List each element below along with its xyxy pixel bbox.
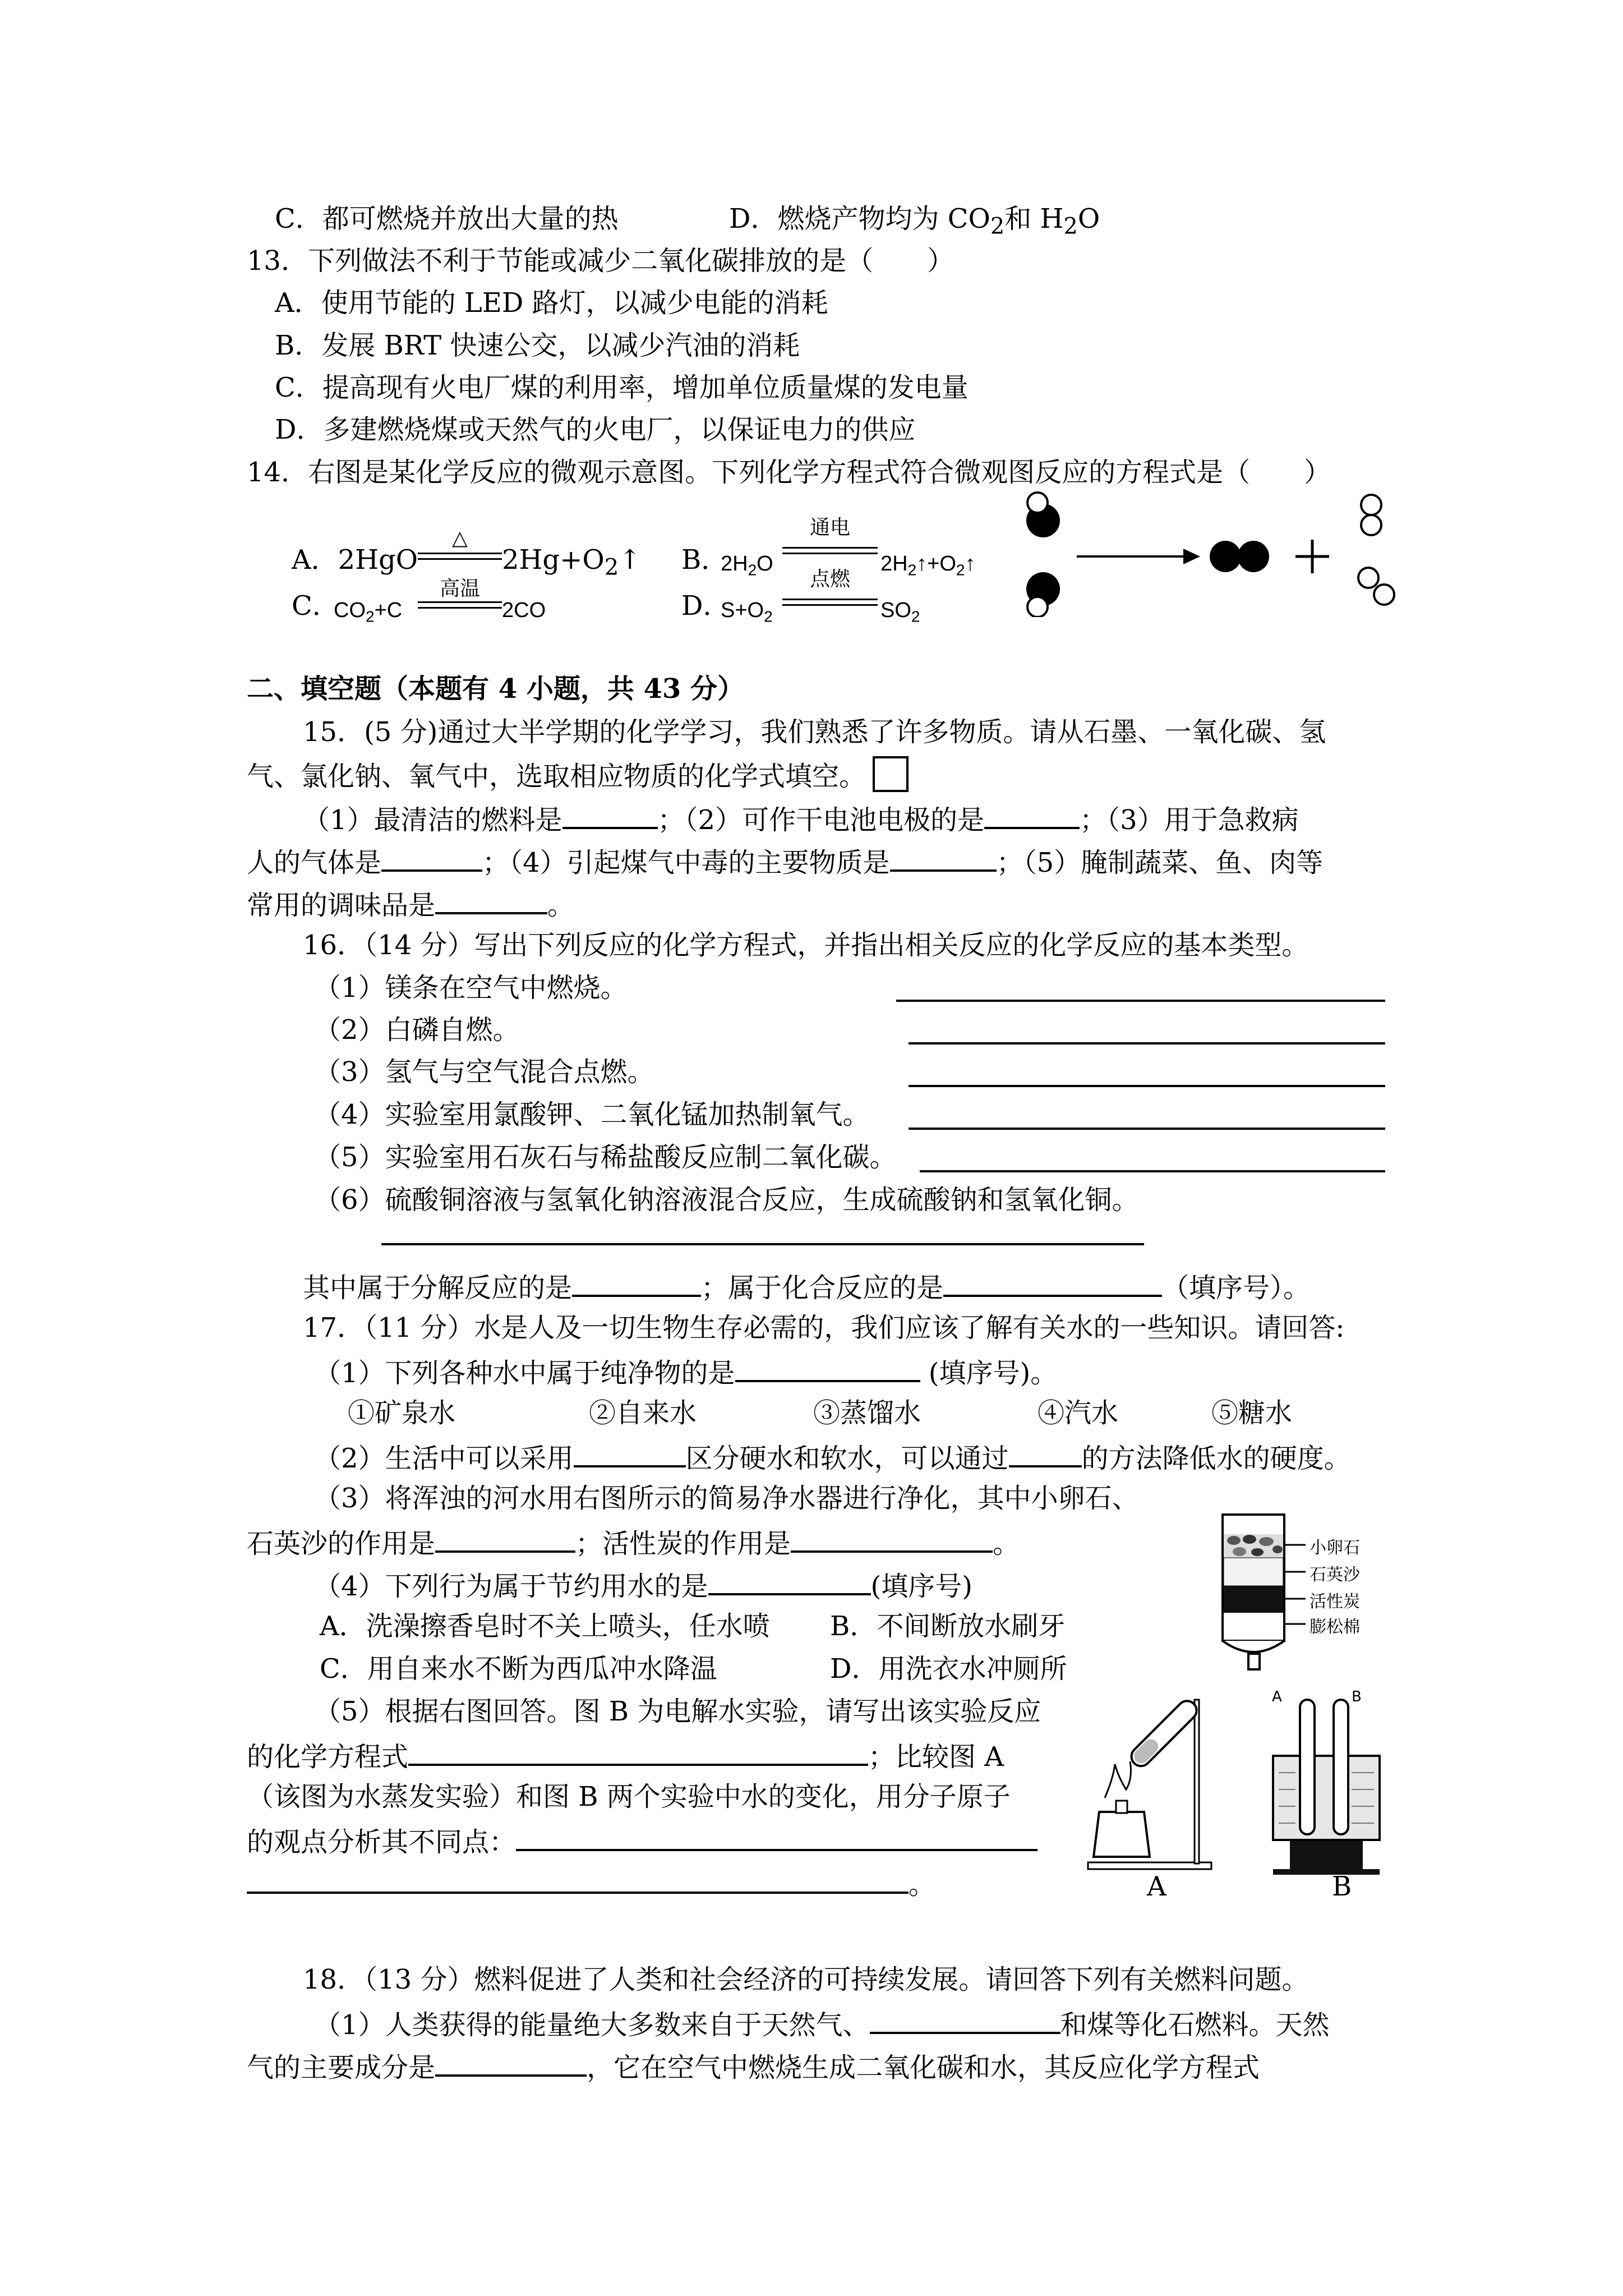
q16-summary: 其中属于分解反应的是 ；属于化合反应的是 （填序号）。 bbox=[303, 1267, 1310, 1306]
evaporation-diagram bbox=[1082, 1694, 1251, 1885]
power-base bbox=[1290, 1841, 1363, 1869]
reaction-arrow-head bbox=[1183, 549, 1200, 564]
q16-answer-line-1[interactable] bbox=[896, 1000, 1385, 1002]
q15-para-line1: （1）最清洁的燃料是 ；（2）可作干电池电极的是 ；（3）用于急救病 bbox=[303, 799, 1299, 839]
q14-b-condition: 通电 bbox=[809, 516, 850, 539]
q15-score-box bbox=[873, 756, 909, 792]
section2-title: 二、填空题（本题有 4 小题，共 43 分） bbox=[247, 673, 745, 705]
q17-part3-line1: （3）将浑浊的河水用右图所示的简易净水器进行净化，其中小卵石、 bbox=[314, 1483, 1139, 1514]
q16-item-6: （6）硫酸铜溶液与氢氧化钠溶液混合反应，生成硫酸钠和氢氧化铜。 bbox=[314, 1184, 1139, 1216]
electrolysis-tank bbox=[1273, 1756, 1380, 1840]
q17-part5-line1: （5）根据右图回答。图 B 为电解水实验，请写出该实验反应 bbox=[314, 1696, 1041, 1727]
q17-part5-line5: 。 bbox=[247, 1864, 935, 1903]
q17-part3-line2: 石英沙的作用是 ；活性炭的作用是 。 bbox=[247, 1522, 1020, 1562]
q16-item-2: （2）白磷自燃。 bbox=[314, 1014, 520, 1046]
q17-part4: （4）下列行为属于节约用水的是 (填序号) bbox=[314, 1565, 972, 1605]
sand-layer bbox=[1224, 1558, 1283, 1586]
q14-option-b: B． bbox=[681, 544, 728, 576]
q18-part1-line1: （1）人类获得的能量绝大多数来自于天然气、 和煤等化石燃料。天然 bbox=[314, 2004, 1330, 2044]
q17-part4-option-b: B．不间断放水刷牙 bbox=[830, 1611, 1066, 1642]
q12-option-d: D．燃烧产物均为 $CO_2$和 $H_2O$ bbox=[729, 203, 1100, 240]
q16-answer-line-6[interactable] bbox=[381, 1243, 1144, 1245]
q14-molecule-diagram bbox=[998, 488, 1413, 617]
cotton-layer bbox=[1224, 1613, 1283, 1640]
tube-b bbox=[1334, 1700, 1348, 1834]
q16-item-3: （3）氢气与空气混合点燃。 bbox=[314, 1056, 654, 1088]
q17-part5-line4: 的观点分析其不同点： bbox=[247, 1821, 1038, 1861]
q17-part4-option-c: C．用自来水不断为西瓜冲水降温 bbox=[320, 1653, 717, 1685]
q14-c-reactants: $CO_2+C$ bbox=[334, 599, 403, 625]
electrode-label-a: A bbox=[1272, 1688, 1282, 1705]
q13-stem: 13．下列做法不利于节能或减少二氧化碳排放的是（ ） bbox=[247, 245, 955, 277]
q15-para-line2: 人的气体是 ；（4）引起煤气中毒的主要物质是 ；（5）腌制蔬菜、鱼、肉等 bbox=[247, 841, 1323, 881]
q12-option-c: C．都可燃烧并放出大量的热 bbox=[275, 203, 619, 234]
q14-a-product: $2Hg+O_2↑$ bbox=[502, 544, 642, 581]
q14-c-condition: 高温 bbox=[439, 577, 480, 600]
filter-label-cotton: 膨松棉 bbox=[1310, 1617, 1360, 1637]
electrolysis-diagram bbox=[1267, 1694, 1391, 1885]
q14-a-equal-line-bottom bbox=[418, 558, 502, 560]
electrode-label-b: B bbox=[1352, 1688, 1362, 1705]
q17-stem: 17．（11 分）水是人及一切生物生存必需的，我们应该了解有关水的一些知识。请回答: bbox=[303, 1312, 1345, 1343]
product-molecule-white-2 bbox=[1358, 568, 1394, 605]
plus-sign bbox=[1295, 540, 1329, 573]
stand-rod bbox=[1195, 1700, 1199, 1864]
q14-b-equal-line-bottom bbox=[782, 553, 878, 554]
q17-option-4: ④汽水 bbox=[1038, 1397, 1119, 1429]
q16-item-1: （1）镁条在空气中燃烧。 bbox=[314, 972, 628, 1004]
q13-option-d: D．多建燃烧煤或天然气的火电厂，以保证电力的供应 bbox=[275, 414, 916, 445]
q14-d-reactants: $S+O_2$ bbox=[721, 599, 773, 625]
product-molecule-black bbox=[1210, 541, 1269, 572]
q14-stem: 14．右图是某化学反应的微观示意图。下列化学方程式符合微观图反应的方程式是（ ） bbox=[247, 457, 1331, 488]
q18-stem: 18．（13 分）燃料促进了人类和社会经济的可持续发展。请回答下列有关燃料问题。 bbox=[303, 1964, 1309, 1995]
q14-option-c: C． bbox=[292, 590, 339, 622]
q14-b-products: $2H_2↑+O_2↑$ bbox=[880, 552, 976, 579]
q14-option-d: D． bbox=[681, 590, 730, 622]
tube-a bbox=[1300, 1700, 1315, 1834]
lamp-wick bbox=[1116, 1801, 1127, 1813]
q17-part4-option-a: A．洗澡擦香皂时不关上喷头，任水喷 bbox=[320, 1611, 770, 1642]
q16-answer-line-5[interactable] bbox=[920, 1170, 1385, 1172]
figure-b-label: B bbox=[1332, 1871, 1352, 1902]
q13-option-a: A．使用节能的 LED 路灯，以减少电能的消耗 bbox=[275, 287, 828, 319]
test-tube bbox=[1128, 1697, 1201, 1770]
carbon-layer bbox=[1224, 1586, 1283, 1613]
power-stand bbox=[1273, 1869, 1380, 1875]
q14-option-a: A．2HgO bbox=[292, 544, 418, 576]
filter-label-pebble: 小卵石 bbox=[1310, 1538, 1360, 1558]
q17-part5-line3: （该图为水蒸发实验）和图 B 两个实验中水的变化，用分子原子 bbox=[247, 1781, 1011, 1812]
q17-part1: （1）下列各种水中属于纯净物的是 (填序号)。 bbox=[314, 1352, 1057, 1392]
q17-option-3: ③蒸馏水 bbox=[813, 1397, 921, 1429]
q17-option-2: ②自来水 bbox=[589, 1397, 697, 1429]
q14-c-product: 2CO bbox=[502, 599, 546, 622]
q16-answer-line-4[interactable] bbox=[909, 1128, 1385, 1130]
q14-a-equal-line-top bbox=[418, 553, 502, 554]
q14-c-equal-line-bottom bbox=[418, 607, 502, 609]
q14-d-product: $SO_2$ bbox=[880, 599, 920, 625]
q14-b-reactant: $2H_2O$ bbox=[721, 552, 773, 579]
reactant-molecule-1 bbox=[1026, 493, 1060, 537]
product-molecule-white-1 bbox=[1361, 495, 1381, 535]
reactant-molecule-2 bbox=[1026, 572, 1060, 617]
q13-option-b: B．发展 BRT 快速公交，以减少汽油的消耗 bbox=[275, 330, 800, 361]
pebble-layer bbox=[1224, 1534, 1283, 1558]
q15-para-line3: 常用的调味品是 。 bbox=[247, 884, 574, 924]
q16-answer-line-2[interactable] bbox=[909, 1042, 1385, 1045]
q15-line1: 15．(5 分)通过大半学期的化学学习，我们熟悉了许多物质。请从石墨、一氧化碳、氢 bbox=[303, 716, 1326, 748]
q16-item-5: （5）实验室用石灰石与稀盐酸反应制二氧化碳。 bbox=[314, 1142, 897, 1173]
filter-label-sand: 石英沙 bbox=[1310, 1565, 1360, 1585]
filter-bottom bbox=[1223, 1641, 1284, 1652]
q14-b-equal-line-top bbox=[782, 547, 878, 549]
q16-stem: 16．（14 分）写出下列反应的化学方程式，并指出相关反应的化学反应的基本类型。 bbox=[303, 930, 1309, 961]
q13-option-c: C．提高现有火电厂煤的利用率，增加单位质量煤的发电量 bbox=[275, 372, 969, 403]
q17-part5-line2: 的化学方程式 ；比较图 A bbox=[247, 1736, 1004, 1775]
q14-d-condition: 点燃 bbox=[809, 567, 850, 590]
q17-part2: （2）生活中可以采用 区分硬水和软水，可以通过 的方法降低水的硬度。 bbox=[314, 1437, 1351, 1477]
q17-part4-option-d: D．用洗衣水冲厕所 bbox=[830, 1653, 1067, 1685]
q15-line2: 气、氯化钠、氧气中，选取相应物质的化学式填空。 bbox=[247, 756, 909, 795]
q14-d-equal-line-top bbox=[782, 599, 878, 600]
q17-option-1: ①矿泉水 bbox=[348, 1397, 456, 1429]
q14-a-condition: △ bbox=[452, 527, 468, 550]
q16-answer-line-3[interactable] bbox=[909, 1085, 1385, 1087]
figure-a-label: A bbox=[1147, 1871, 1166, 1902]
flame bbox=[1105, 1761, 1131, 1798]
alcohol-lamp bbox=[1094, 1812, 1150, 1857]
q17-option-5: ⑤糖水 bbox=[1211, 1397, 1293, 1429]
q16-item-4: （4）实验室用氯酸钾、二氧化锰加热制氧气。 bbox=[314, 1099, 870, 1130]
q14-c-equal-line-top bbox=[418, 601, 502, 603]
filter-outlet bbox=[1248, 1654, 1260, 1669]
filter-label-carbon: 活性炭 bbox=[1310, 1592, 1360, 1612]
q18-part1-line2: 气的主要成分是 ，它在空气中燃烧生成二氧化碳和水，其反应化学方程式 bbox=[247, 2046, 1260, 2086]
q14-d-equal-line-bottom bbox=[782, 604, 878, 606]
